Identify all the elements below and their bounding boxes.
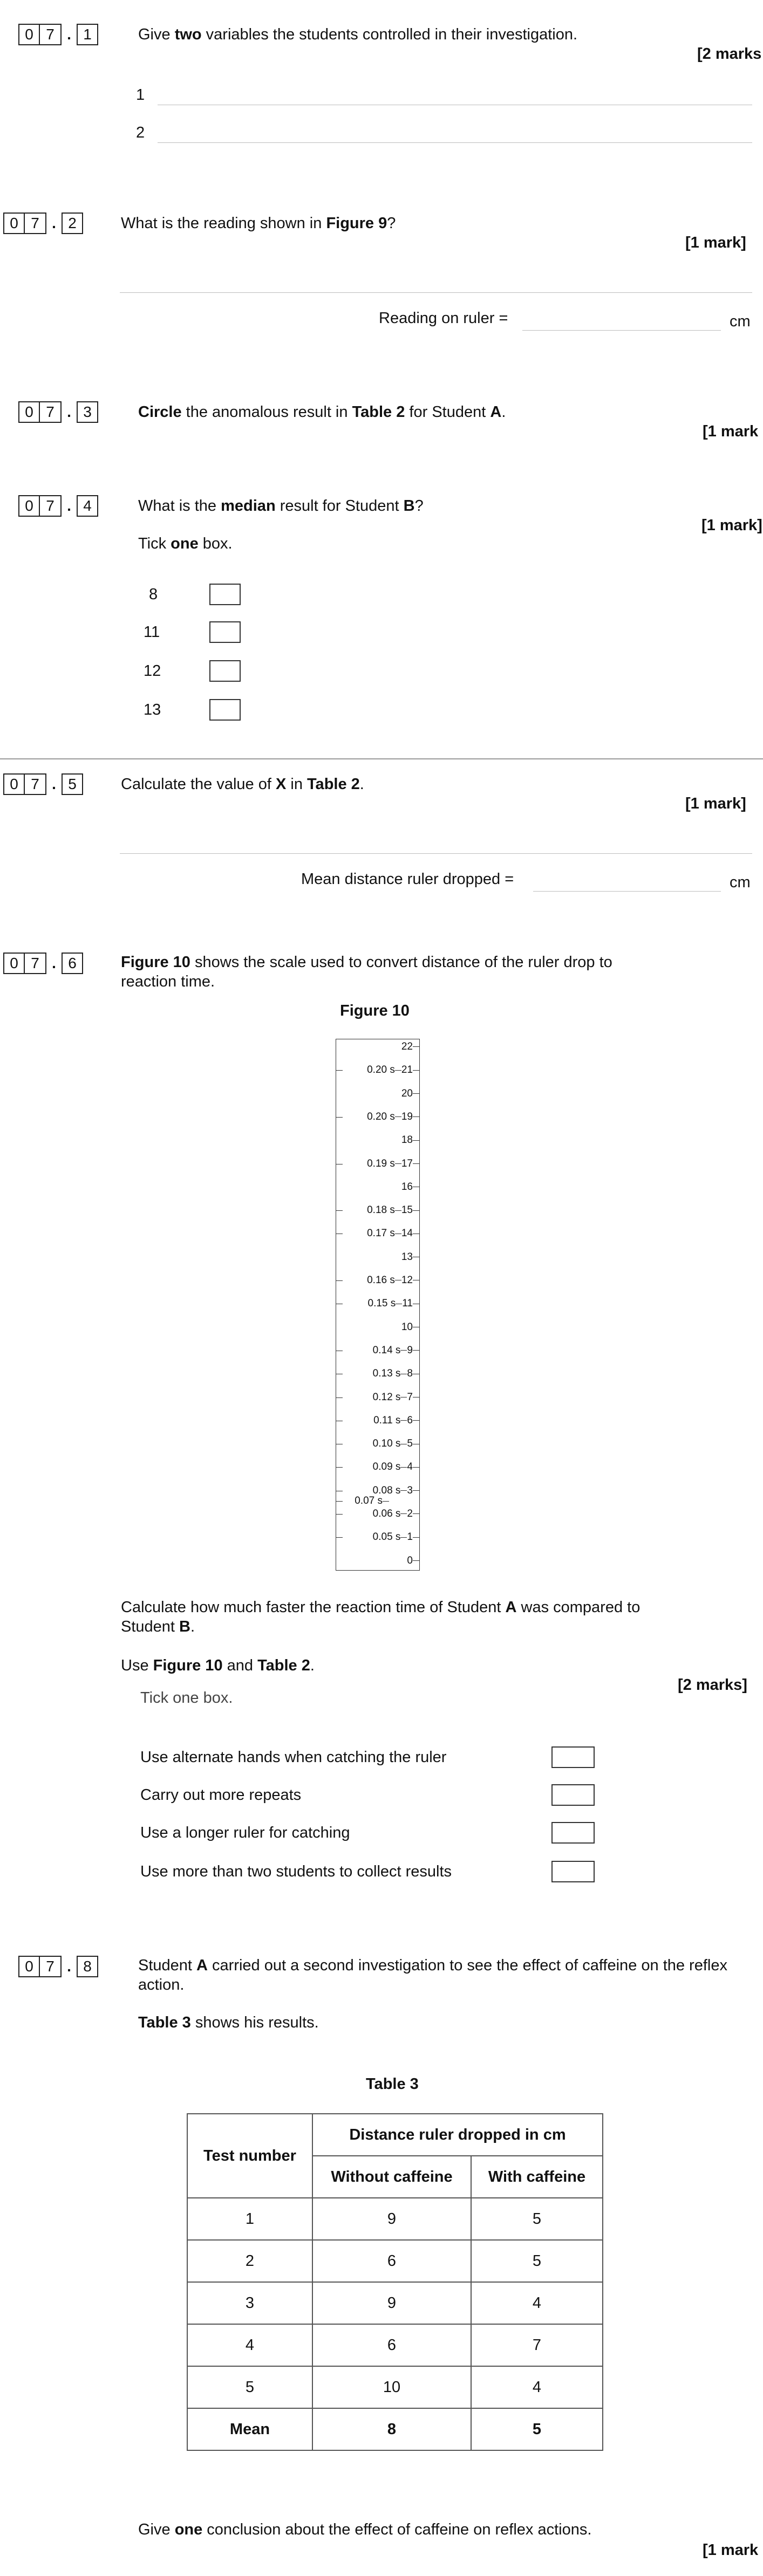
mean-without-caffeine: 8 bbox=[312, 2408, 471, 2450]
option-more-repeats: Carry out more repeats bbox=[140, 1786, 302, 1804]
header-with-caffeine: With caffeine bbox=[471, 2156, 603, 2198]
question-text-07-2: What is the reading shown in Figure 9? bbox=[121, 215, 396, 232]
question-number-07-6: 0 7 . 6 bbox=[3, 953, 83, 974]
table-row bbox=[187, 2240, 603, 2282]
table-3-intro: Table 3 shows his results. bbox=[138, 2014, 319, 2031]
ruler-time-tick bbox=[336, 1070, 343, 1071]
mean-label: Mean bbox=[187, 2408, 312, 2450]
section-divider bbox=[0, 758, 763, 759]
calc-instruction-07-6: Calculate how much faster the reaction time of Student A was compared to Student B. bbox=[121, 1599, 641, 1635]
ruler-number: 4 bbox=[407, 1461, 413, 1473]
question-text-07-5: Calculate the value of X in Table 2. bbox=[121, 776, 364, 793]
row-with-caffeine: 5 bbox=[471, 2240, 603, 2282]
tick-instruction-07-4: Tick one box. bbox=[138, 535, 233, 552]
mean-distance-label: Mean distance ruler dropped = bbox=[301, 871, 514, 888]
option-label-11: 11 bbox=[144, 624, 160, 641]
ruler-time-label: 0.19 s bbox=[367, 1157, 395, 1169]
option-checkbox-8[interactable] bbox=[209, 584, 241, 605]
ruler-number: 5 bbox=[407, 1438, 413, 1450]
question-number-07-5: 0 7 . 5 bbox=[3, 773, 83, 795]
table-row bbox=[187, 2198, 603, 2240]
ruler-number: 13 bbox=[401, 1251, 413, 1263]
ruler-number: 17 bbox=[401, 1157, 413, 1169]
option-longer-ruler: Use a longer ruler for catching bbox=[140, 1824, 350, 1841]
row-test-number: 5 bbox=[187, 2366, 312, 2408]
ruler-time-label: 0.08 s bbox=[372, 1484, 401, 1496]
ruler-number: 15 bbox=[401, 1204, 413, 1216]
question-number-07-2: 0 7 . 2 bbox=[3, 213, 83, 234]
reading-label: Reading on ruler = bbox=[379, 310, 508, 327]
ruler-time-tick bbox=[336, 1537, 343, 1538]
ruler-time-tick bbox=[336, 1280, 343, 1281]
ruler-number: 21 bbox=[401, 1064, 413, 1076]
ruler-number: 8 bbox=[407, 1368, 413, 1380]
option-checkbox-13[interactable] bbox=[209, 699, 241, 721]
ruler-time-label: 0.20 s bbox=[367, 1111, 395, 1122]
row-with-caffeine: 4 bbox=[471, 2282, 603, 2324]
ruler-time-label: 0.07 s bbox=[355, 1495, 383, 1507]
ruler-number: 10 bbox=[401, 1321, 413, 1333]
table-row-mean bbox=[187, 2408, 603, 2450]
option-alternate-hands: Use alternate hands when catching the ruler bbox=[140, 1749, 447, 1766]
row-without-caffeine: 10 bbox=[312, 2366, 471, 2408]
option-checkbox-alternate-hands[interactable] bbox=[551, 1746, 595, 1768]
ruler-time-label: 0.16 s bbox=[367, 1275, 395, 1286]
option-label-13: 13 bbox=[144, 701, 161, 718]
answer-line-number-2: 2 bbox=[136, 124, 145, 141]
reading-unit: cm bbox=[730, 313, 751, 330]
row-test-number: 2 bbox=[187, 2240, 312, 2282]
ruler-number: 18 bbox=[401, 1134, 413, 1146]
ruler-number: 16 bbox=[401, 1181, 413, 1193]
mean-with-caffeine: 5 bbox=[471, 2408, 603, 2450]
ruler-number: 0 bbox=[407, 1554, 413, 1566]
row-with-caffeine: 7 bbox=[471, 2324, 603, 2366]
table-row bbox=[187, 2282, 603, 2324]
option-label-12: 12 bbox=[144, 662, 161, 680]
cut-off-text-fragment: Tick one box. bbox=[140, 1689, 233, 1707]
question-text-07-6: Figure 10 shows the scale used to convert distance of the ruler drop to reaction time. bbox=[121, 954, 612, 990]
mean-distance-unit: cm bbox=[730, 874, 751, 891]
conclusion-question: Give one conclusion about the effect of caffeine on reflex actions. bbox=[138, 2521, 592, 2538]
answer-line-2[interactable] bbox=[158, 142, 752, 143]
option-label-8: 8 bbox=[149, 586, 158, 603]
table-3 bbox=[187, 2113, 603, 2451]
option-checkbox-12[interactable] bbox=[209, 660, 241, 682]
mean-distance-answer-line[interactable] bbox=[533, 891, 721, 892]
option-more-students: Use more than two students to collect results bbox=[140, 1863, 452, 1880]
ruler-time-label: 0.18 s bbox=[367, 1204, 395, 1216]
question-text-07-4: What is the median result for Student B? bbox=[138, 497, 424, 515]
question-number-07-1: 0 7 . 1 bbox=[18, 24, 98, 45]
ruler-time-label: 0.13 s bbox=[372, 1368, 401, 1380]
row-without-caffeine: 9 bbox=[312, 2198, 471, 2240]
ruler-time-tick bbox=[336, 1467, 343, 1468]
ruler-time-label: 0.10 s bbox=[372, 1438, 401, 1450]
ruler-number: 14 bbox=[401, 1228, 413, 1239]
ruler-number: 2 bbox=[407, 1508, 413, 1519]
figure-10-title: Figure 10 bbox=[340, 1002, 410, 1019]
marks-07-3: [1 mark bbox=[703, 423, 759, 440]
ruler-number: 11 bbox=[402, 1298, 413, 1310]
row-without-caffeine: 6 bbox=[312, 2324, 471, 2366]
reaction-time-ruler bbox=[336, 1039, 420, 1571]
option-checkbox-more-repeats[interactable] bbox=[551, 1784, 595, 1806]
ruler-time-label: 0.09 s bbox=[372, 1461, 401, 1473]
ruler-time-tick bbox=[336, 1397, 343, 1398]
table-row bbox=[187, 2324, 603, 2366]
marks-07-1: [2 marks bbox=[697, 45, 762, 63]
marks-07-8: [1 mark bbox=[703, 2541, 759, 2559]
ruler-time-label: 0.12 s bbox=[372, 1391, 401, 1403]
option-checkbox-11[interactable] bbox=[209, 621, 241, 643]
row-without-caffeine: 6 bbox=[312, 2240, 471, 2282]
question-text-07-3: Circle the anomalous result in Table 2 for Student A. bbox=[138, 403, 506, 421]
working-line-07-2[interactable] bbox=[120, 292, 752, 293]
use-instruction-07-6: Use Figure 10 and Table 2. bbox=[121, 1657, 315, 1674]
marks-07-5: [1 mark] bbox=[685, 795, 746, 812]
ruler-number: 22 bbox=[401, 1041, 413, 1052]
table-3-title: Table 3 bbox=[366, 2075, 419, 2093]
ruler-time-tick bbox=[336, 1117, 343, 1118]
ruler-time-label: 0.05 s bbox=[372, 1531, 401, 1543]
ruler-time-label: 0.11 s bbox=[373, 1414, 401, 1426]
row-with-caffeine: 5 bbox=[471, 2198, 603, 2240]
ruler-number: 19 bbox=[401, 1111, 413, 1122]
question-text-07-1: Give two variables the students controlled in their investigation. bbox=[138, 26, 578, 43]
question-number-07-3: 0 7 . 3 bbox=[18, 401, 98, 423]
ruler-number: 3 bbox=[407, 1484, 413, 1496]
ruler-time-label: 0.14 s bbox=[372, 1344, 401, 1356]
row-without-caffeine: 9 bbox=[312, 2282, 471, 2324]
ruler-number: 7 bbox=[407, 1391, 413, 1403]
header-test-number: Test number bbox=[187, 2114, 312, 2198]
ruler-number: 9 bbox=[407, 1344, 413, 1356]
ruler-time-tick bbox=[336, 1514, 343, 1515]
ruler-time-label: 0.06 s bbox=[372, 1508, 401, 1519]
ruler-number: 20 bbox=[401, 1087, 413, 1099]
ruler-number: 6 bbox=[407, 1414, 413, 1426]
ruler-time-label: 0.20 s bbox=[367, 1064, 395, 1076]
table-row bbox=[187, 2366, 603, 2408]
marks-07-4: [1 mark] bbox=[701, 517, 762, 534]
header-without-caffeine: Without caffeine bbox=[312, 2156, 471, 2198]
question-text-07-8: Student A carried out a second investigation to see the effect of caffeine on the reflex action. bbox=[138, 1957, 727, 1993]
row-with-caffeine: 4 bbox=[471, 2366, 603, 2408]
row-test-number: 4 bbox=[187, 2324, 312, 2366]
ruler-time-label: 0.15 s bbox=[367, 1298, 396, 1310]
header-distance-group: Distance ruler dropped in cm bbox=[312, 2114, 603, 2156]
working-line-07-5[interactable] bbox=[120, 853, 752, 854]
marks-07-6: [2 marks] bbox=[678, 1676, 747, 1694]
ruler-number: 12 bbox=[401, 1275, 413, 1286]
ruler-time-tick bbox=[336, 1210, 343, 1211]
reading-answer-line[interactable] bbox=[522, 330, 721, 331]
option-checkbox-longer-ruler[interactable] bbox=[551, 1822, 595, 1844]
question-number-07-4: 0 7 . 4 bbox=[18, 495, 98, 517]
option-checkbox-more-students[interactable] bbox=[551, 1861, 595, 1882]
ruler-number: 1 bbox=[407, 1531, 413, 1543]
question-number-07-8: 0 7 . 8 bbox=[18, 1956, 98, 1977]
ruler-time-tick bbox=[336, 1501, 343, 1502]
row-test-number: 1 bbox=[187, 2198, 312, 2240]
answer-line-number-1: 1 bbox=[136, 86, 145, 104]
marks-07-2: [1 mark] bbox=[685, 234, 746, 251]
ruler-time-label: 0.17 s bbox=[367, 1228, 395, 1239]
row-test-number: 3 bbox=[187, 2282, 312, 2324]
